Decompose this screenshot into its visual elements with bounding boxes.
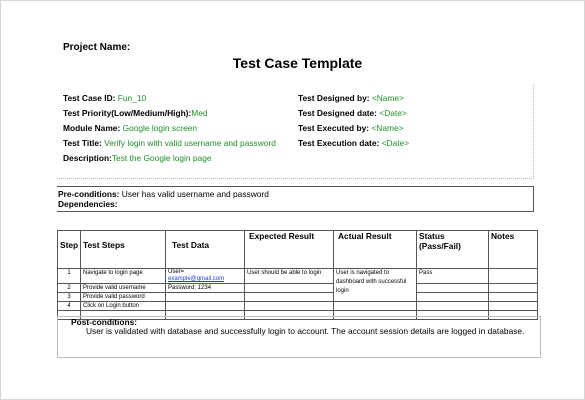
notes-cell	[489, 284, 538, 293]
step-number: 4	[58, 302, 81, 311]
test-data-cell	[166, 269, 245, 284]
status-cell	[417, 284, 489, 293]
step-number: 2	[58, 284, 81, 293]
postconditions-block	[57, 316, 541, 358]
expected-result-cell	[245, 302, 334, 311]
test-execution-date-field	[298, 138, 409, 148]
expected-result-cell: User should be able to login	[245, 269, 334, 284]
test-designed-by-field	[298, 93, 404, 103]
notes-cell	[489, 293, 538, 302]
test-data-cell: Password: 1234	[166, 284, 245, 293]
actual-result-line: login	[336, 288, 349, 294]
table-row	[58, 284, 538, 293]
test-data-cell	[166, 302, 245, 311]
preconditions-block	[57, 186, 534, 212]
test-designed-by-label: Test Designed by:	[298, 93, 372, 103]
test-designed-by-value: <Name>	[371, 93, 404, 103]
test-title-label: Test Title:	[63, 138, 105, 148]
test-executed-by-label: Test Executed by:	[298, 123, 372, 133]
test-data-user: User=	[168, 269, 185, 275]
notes-cell	[489, 269, 538, 284]
test-data-email-link[interactable]: example@gmail.com	[168, 276, 225, 282]
description-label: Description:	[63, 153, 112, 163]
status-cell	[417, 293, 489, 302]
notes-cell	[489, 302, 538, 311]
actual-result-line: dashboard with successful	[336, 279, 407, 285]
table-row	[58, 302, 538, 311]
test-execution-date-value: <Date>	[381, 138, 410, 148]
project-name-label: Project Name:	[63, 42, 131, 53]
test-info-block	[57, 84, 534, 179]
module-name-field	[63, 123, 197, 133]
actual-result-cell	[334, 302, 417, 311]
test-executed-by-field	[298, 123, 404, 133]
test-designed-date-label: Test Designed date:	[298, 108, 380, 118]
test-title-field	[63, 138, 276, 148]
test-data-cell	[166, 293, 245, 302]
preconditions-value: User has valid username and password	[119, 189, 269, 199]
description-value: Test the Google login page	[111, 153, 212, 163]
actual-result-line: User is navigated to	[336, 270, 390, 276]
col-header-actual-result: Actual Result	[334, 231, 417, 269]
test-designed-date-field	[298, 108, 407, 118]
col-header-status: Status (Pass/Fail)	[417, 231, 489, 269]
test-priority-label: Test Priority(Low/Medium/High):	[63, 108, 192, 118]
test-designed-date-value: <Date>	[379, 108, 407, 118]
test-case-id-field	[63, 93, 146, 103]
test-steps-table	[57, 230, 538, 320]
actual-result-cell	[334, 269, 417, 302]
test-step-cell: Click on Login button	[81, 302, 166, 311]
test-executed-by-value: <Name>	[371, 123, 404, 133]
preconditions-line	[58, 189, 269, 199]
document-title: Test Case Template	[232, 55, 363, 71]
test-case-id-label: Test Case ID:	[63, 93, 118, 103]
test-step-cell: Provide valid username	[81, 284, 166, 293]
dependencies-line	[58, 199, 118, 209]
status-cell: Pass	[417, 269, 489, 284]
test-title-value: Verify login with valid username and password	[104, 138, 276, 148]
col-header-notes: Notes	[489, 231, 538, 269]
col-header-test-data: Test Data	[166, 231, 245, 269]
module-name-value: Google login screen	[122, 123, 198, 133]
table-header-row	[58, 231, 538, 269]
description-field	[63, 153, 212, 163]
col-header-expected-result: Expected Result	[245, 231, 334, 269]
test-priority-field	[63, 108, 208, 118]
test-priority-value: Med	[191, 108, 208, 118]
module-name-label: Module Name:	[63, 123, 123, 133]
postconditions-text: User is validated with database and successfully login to account. The account session details are logged in database.	[86, 326, 525, 336]
col-header-step: Step	[58, 231, 81, 269]
test-step-cell: Provide valid password	[81, 293, 166, 302]
expected-result-cell	[245, 293, 334, 302]
test-case-id-value: Fun_10	[117, 93, 147, 103]
table-row	[58, 293, 538, 302]
table-row	[58, 269, 538, 284]
test-step-cell: Navigate to login page	[81, 269, 166, 284]
col-header-test-steps: Test Steps	[81, 231, 166, 269]
status-cell	[417, 302, 489, 311]
preconditions-label: Pre-conditions:	[58, 189, 120, 199]
step-number: 1	[58, 269, 81, 284]
test-execution-date-label: Test Execution date:	[298, 138, 382, 148]
postconditions-label: Post-conditions:	[71, 317, 138, 327]
dependencies-label: Dependencies:	[58, 199, 118, 209]
expected-result-cell	[245, 284, 334, 293]
step-number: 3	[58, 293, 81, 302]
